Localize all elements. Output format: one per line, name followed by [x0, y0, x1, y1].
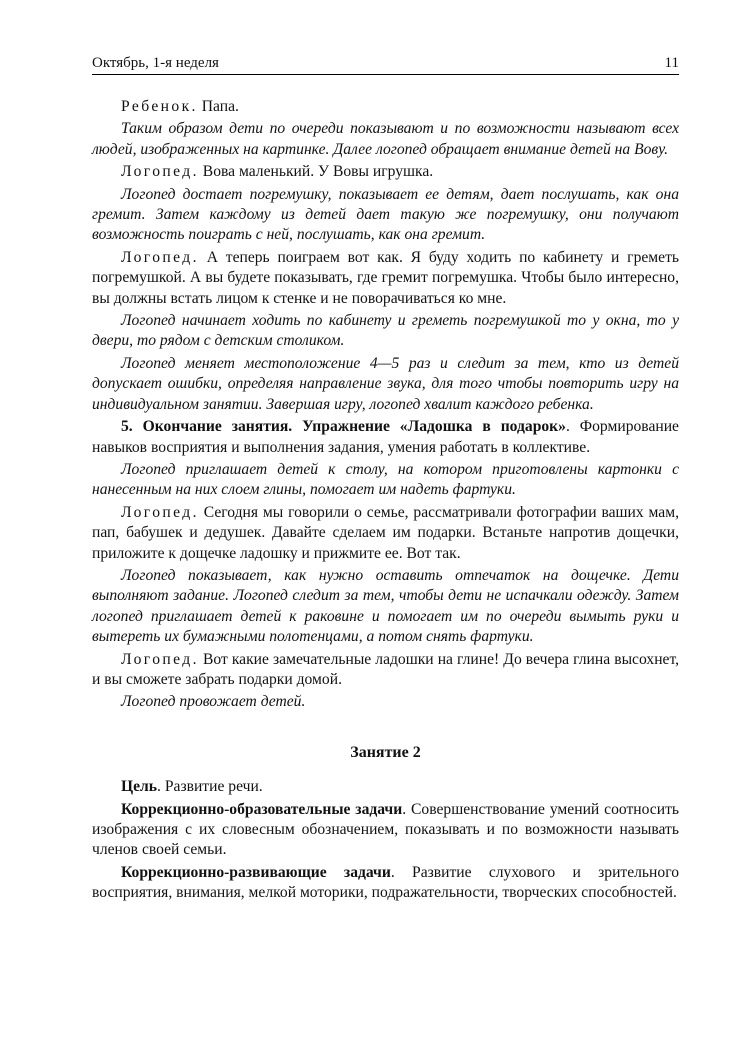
corr-dev-text: . Развитие слухового и зрительного восприятия, внимания, мелкой моторики, подражательности, творческих способностей.: [92, 863, 679, 902]
speech-text: Вот какие замечательные ладошки на глине! До вечера глина высохнет, и вы сможете забрать подарки домой.: [92, 650, 679, 688]
correctional-educational-tasks: [92, 800, 679, 861]
speech-text: Сегодня мы говорили о семье, рассматривали фотографии ваших мам, пап, бабушек и дедушек. Давайте сделаем им подарки. Встаньте напротив дощечки, приложите к дощечке ладошку и прижмите ее. Вот так.: [92, 503, 679, 562]
stage-direction: Логопед достает погремушку, показывает ее детям, дает послушать, как она гремит. Затем каждому из детей дает такую же погремушку, они получают возможность поиграть с ней, послушать, как она гремит.: [92, 185, 679, 244]
lesson-goal: [92, 777, 679, 797]
stage-direction: Логопед приглашает детей к столу, на котором приготовлены картонки с нанесенным на них слоем глины, помогает им надеть фартуки.: [92, 460, 679, 499]
goal-text: . Развитие речи.: [157, 778, 263, 796]
speaker-label: Логопед.: [121, 248, 199, 266]
running-header: [92, 54, 679, 75]
page-number: 11: [664, 55, 679, 71]
exercise-description: . Формирование навыков восприятия и выполнения задания, умения работать в коллективе.: [92, 418, 679, 456]
stage-direction: Логопед провожает детей.: [121, 693, 306, 711]
dialogue-logoped: [92, 650, 679, 691]
speaker-label: Ребенок.: [121, 98, 198, 115]
section-title: Занятие 2: [350, 743, 421, 761]
exercise-heading-paragraph: [92, 417, 679, 458]
page-body: [92, 97, 679, 906]
corr-dev-label: Коррекционно-развивающие задачи: [121, 863, 391, 881]
speech-text: Папа.: [197, 98, 239, 115]
stage-direction: Логопед показывает, как нужно оставить отпечаток на дощечке. Дети выполняют задание. Логопед следит за тем, чтобы дети не испачкали одежду. Затем логопед приглашает детей к раковине и помогает им по очереди вымыть руки и вытереть их бумажными полотенцами, а потом снять фартуки.: [92, 566, 679, 646]
speaker-label: Логопед.: [121, 163, 199, 181]
dialogue-logoped: [92, 503, 679, 564]
goal-label: Цель: [121, 778, 158, 796]
correctional-developmental-tasks: [92, 863, 679, 904]
stage-direction: Логопед начинает ходить по кабинету и греметь погремушкой то у окна, то у двери, то рядом с детским столиком.: [92, 312, 679, 350]
speaker-label: Логопед.: [121, 650, 199, 668]
corr-edu-text: . Совершенствование умений соотносить изображения с их словесным обозначением, показывать и по возможности называть членов своей семьи.: [92, 800, 679, 859]
speech-text: А теперь поиграем вот как. Я буду ходить по кабинету и греметь погремушкой. А вы будете показывать, где гремит погремушка. Чтобы было интересно, вы должны встать лицом к стенке и не поворачиваться ко мне.: [92, 248, 679, 307]
speech-text: Вова маленький. У Вовы игрушка.: [198, 163, 434, 181]
corr-edu-label: Коррекционно-образовательные задачи: [121, 800, 403, 818]
dialogue-logoped: [92, 162, 679, 182]
header-chapter: Октябрь, 1-я неделя: [92, 55, 219, 71]
dialogue-child: [92, 97, 679, 117]
dialogue-logoped: [92, 248, 679, 309]
stage-direction: Логопед меняет местоположение 4—5 раз и следит за тем, кто из детей допускает ошибки, определяя направление звука, для того чтобы повторить игру на индивидуальном занятии. Завершая игру, логопед хвалит каждого ребенка.: [92, 354, 679, 413]
exercise-title: 5. Окончание занятия. Упражнение «Ладошка в подарок»: [121, 418, 566, 436]
stage-direction: Таким образом дети по очереди показывают и по возможности называют всех людей, изображенных на картинке. Далее логопед обращает внимание детей на Вову.: [92, 120, 679, 158]
speaker-label: Логопед.: [121, 503, 199, 521]
